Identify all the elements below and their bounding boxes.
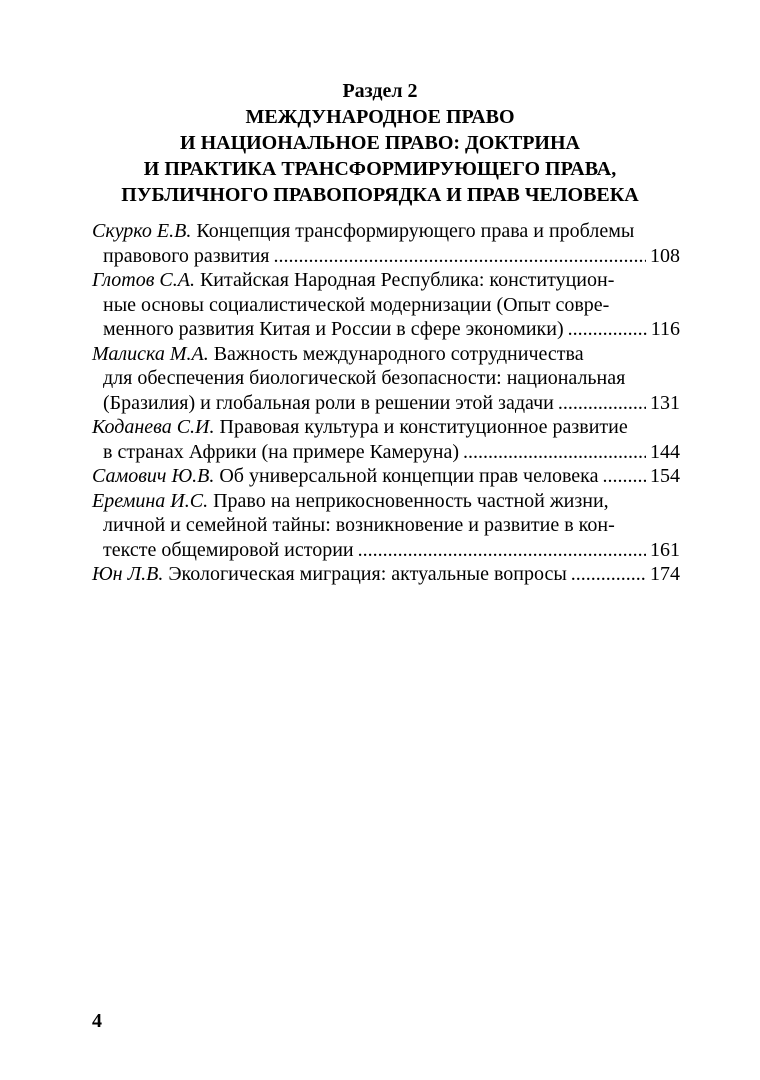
dot-leader	[558, 391, 646, 416]
entry-author: Юн Л.В.	[92, 563, 164, 585]
entry-title: личной и семейной тайны: возникновение и развитие в кон-	[103, 514, 615, 536]
entry-page-number: 108	[650, 244, 680, 267]
section-label: Раздел 2	[342, 80, 418, 102]
toc-entry[interactable]	[92, 464, 680, 489]
entry-author: Коданева С.И.	[92, 416, 215, 438]
entry-first-line	[92, 268, 680, 293]
section-title-line: ПУБЛИЧНОГО ПРАВОПОРЯДКА И ПРАВ ЧЕЛОВЕКА	[121, 184, 639, 206]
section-title-line: МЕЖДУНАРОДНОЕ ПРАВО	[245, 106, 515, 128]
section-heading	[0, 78, 760, 208]
entry-page-number: 161	[650, 538, 680, 561]
dot-leader	[571, 562, 646, 587]
entry-title: Важность международного сотрудничества	[208, 342, 584, 365]
entry-page-number: 154	[650, 465, 680, 487]
entry-page-number: 174	[650, 563, 680, 585]
dot-leader	[602, 464, 646, 489]
entry-author: Еремина И.С.	[92, 489, 209, 512]
entry-first-line	[92, 342, 680, 367]
entry-title: менного развития Китая и России в сфере экономики)	[103, 318, 564, 340]
entry-last-line	[92, 244, 680, 269]
dot-leader	[463, 440, 646, 465]
entry-first-line	[92, 415, 680, 440]
entry-page-number: 131	[650, 391, 680, 414]
entry-title: Концепция трансформирующего права и проблемы	[191, 220, 635, 242]
entry-author: Малиска М.А.	[92, 342, 209, 365]
toc-entry[interactable]	[92, 268, 680, 342]
entry-title: для обеспечения биологической безопасности: национальная	[103, 367, 626, 389]
entry-last-line	[92, 562, 680, 587]
entry-page-number: 144	[650, 440, 680, 463]
table-of-contents	[92, 219, 680, 587]
section-title-line: И НАЦИОНАЛЬНОЕ ПРАВО: ДОКТРИНА	[180, 132, 580, 154]
section-title-line: И ПРАКТИКА ТРАНСФОРМИРУЮЩЕГО ПРАВА,	[143, 158, 617, 180]
entry-title: тексте общемировой истории	[103, 538, 354, 561]
dot-leader	[273, 244, 646, 269]
entry-author: Скурко Е.В.	[92, 220, 192, 242]
entry-title: Китайская Народная Республика: конституцион-	[194, 269, 615, 291]
toc-entry[interactable]	[92, 415, 680, 464]
entry-title: Право на неприкосновенность частной жизни,	[208, 489, 609, 512]
entry-title: правового развития	[103, 244, 270, 267]
entry-title: в странах Африки (на примере Камеруна)	[103, 440, 460, 463]
entry-title: ные основы социалистической модернизации (Опыт совре-	[103, 293, 610, 316]
entry-title: Правовая культура и конституционное развитие	[214, 416, 628, 438]
entry-page-number: 116	[650, 318, 680, 340]
entry-first-line	[92, 489, 680, 514]
toc-entry[interactable]	[92, 562, 680, 587]
entry-title: Экологическая миграция: актуальные вопросы	[163, 563, 567, 585]
entry-last-line	[92, 440, 680, 465]
dot-leader	[568, 317, 647, 342]
entry-last-line	[92, 391, 680, 416]
entry-title: (Бразилия) и глобальная роли в решении этой задачи	[103, 391, 554, 414]
entry-first-line	[92, 562, 567, 587]
entry-first-line	[92, 464, 598, 489]
dot-leader	[358, 538, 646, 563]
toc-entry[interactable]	[92, 219, 680, 268]
entry-last-line	[92, 317, 680, 342]
entry-author: Самович Ю.В.	[92, 465, 215, 487]
toc-entry[interactable]	[92, 489, 680, 563]
toc-entry[interactable]	[92, 342, 680, 416]
entry-last-line	[92, 464, 680, 489]
entry-title: Об универсальной концепции прав человека	[214, 465, 599, 487]
entry-author: Глотов С.А.	[92, 269, 195, 291]
entry-first-line	[92, 219, 680, 244]
entry-last-line	[92, 538, 680, 563]
page-number: 4	[92, 1010, 102, 1032]
